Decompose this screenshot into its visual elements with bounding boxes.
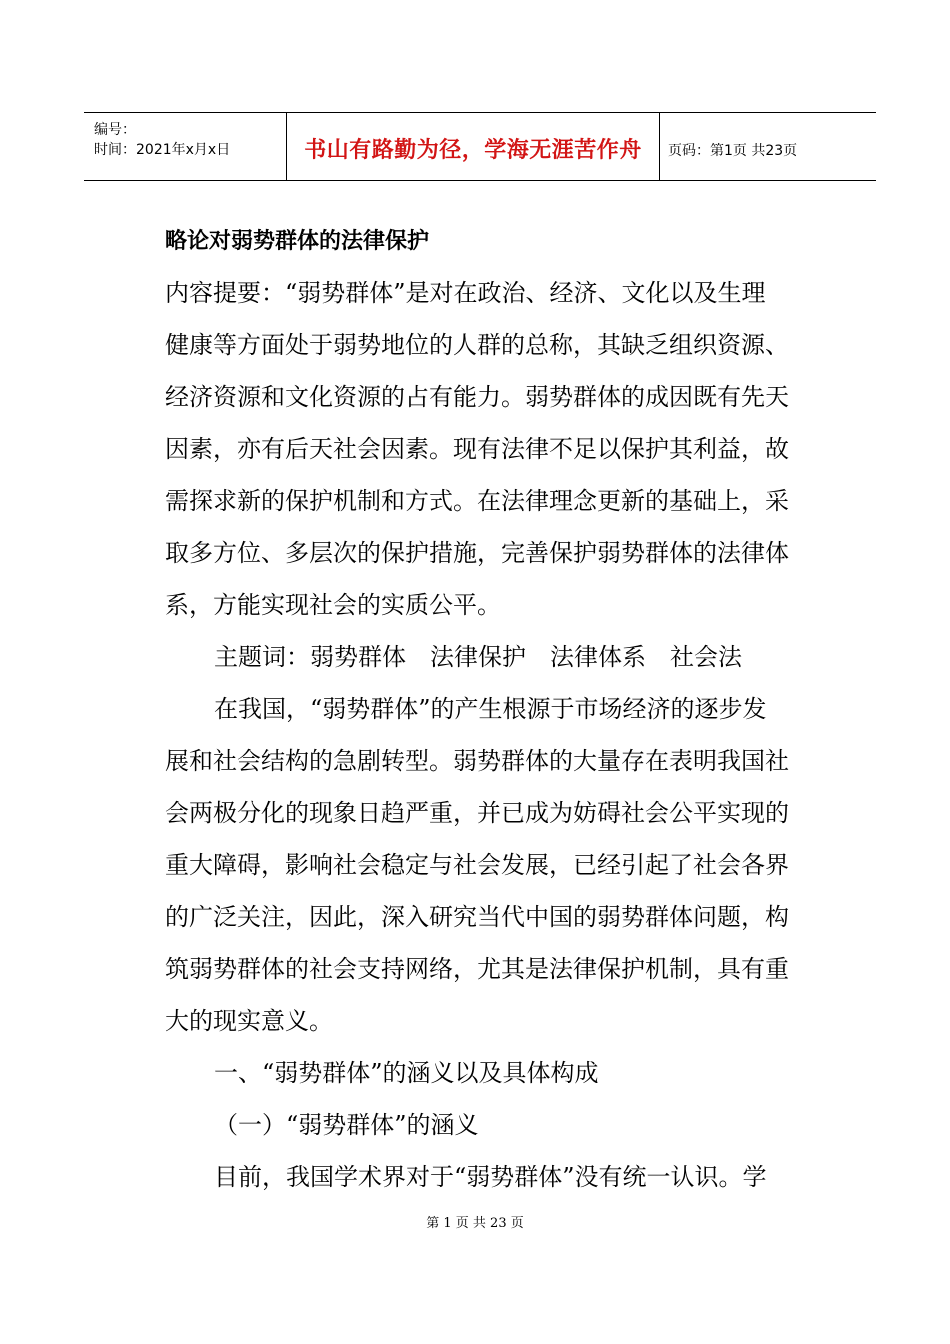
serial-label: 编号：	[94, 122, 136, 138]
body-line: 经济资源和文化资源的占有能力。弱势群体的成因既有先天	[165, 383, 789, 411]
body-line: 取多方位、多层次的保护措施，完善保护弱势群体的法律体	[165, 539, 789, 567]
page-footer: 第 1 页 共 23 页	[426, 1216, 524, 1231]
time-label: 时间：2021年x月x日	[94, 142, 231, 158]
body-line: 因素，亦有后天社会因素。现有法律不足以保护其利益，故	[165, 435, 789, 463]
document-header	[84, 112, 876, 181]
body-line: 重大障碍，影响社会稳定与社会发展，已经引起了社会各界	[165, 851, 789, 879]
header-motto-cell	[286, 113, 660, 180]
header-left-cell	[84, 113, 286, 180]
body-line: 在我国，“弱势群体”的产生根源于市场经济的逐步发	[214, 695, 767, 723]
header-motto: 书山有路勤为径，学海无涯苦作舟	[304, 138, 642, 163]
body-line: 的广泛关注，因此，深入研究当代中国的弱势群体问题，构	[165, 903, 789, 931]
body-line: 目前，我国学术界对于“弱势群体”没有统一认识。学	[214, 1163, 767, 1191]
body-line: 会两极分化的现象日趋严重，并已成为妨碍社会公平实现的	[165, 799, 789, 827]
body-line: 系，方能实现社会的实质公平。	[165, 591, 501, 619]
header-page-cell	[660, 113, 876, 180]
body-line: 健康等方面处于弱势地位的人群的总称，其缺乏组织资源、	[165, 331, 789, 359]
body-line: 内容提要：“弱势群体”是对在政治、经济、文化以及生理	[165, 279, 766, 307]
body-line: 需探求新的保护机制和方式。在法律理念更新的基础上，采	[165, 487, 789, 515]
body-line: 展和社会结构的急剧转型。弱势群体的大量存在表明我国社	[165, 747, 789, 775]
body-line: 大的现实意义。	[165, 1007, 333, 1035]
document-title: 略论对弱势群体的法律保护	[165, 229, 430, 254]
header-page-info: 页码：第1页 共23页	[668, 143, 798, 159]
subsection-heading: （一）“弱势群体”的涵义	[214, 1111, 479, 1139]
section-heading: 一、“弱势群体”的涵义以及具体构成	[214, 1059, 599, 1087]
keywords-line: 主题词：弱势群体 法律保护 法律体系 社会法	[214, 643, 742, 671]
body-line: 筑弱势群体的社会支持网络，尤其是法律保护机制，具有重	[165, 955, 789, 983]
